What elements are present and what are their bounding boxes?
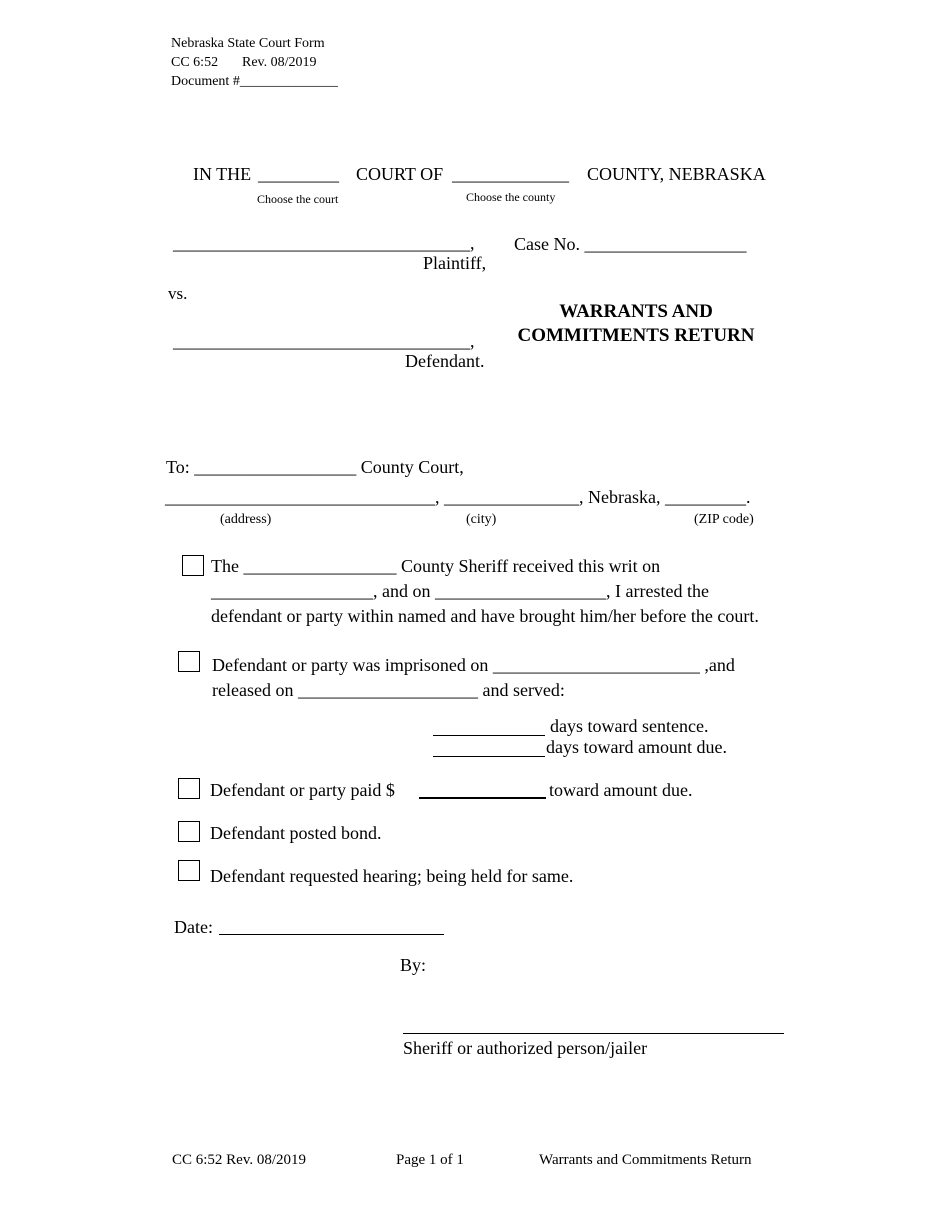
date-label: Date: xyxy=(174,917,213,937)
form-number: CC 6:52 xyxy=(171,55,219,70)
imprisoned-text-line2: released on ____________________ and served: xyxy=(212,680,565,700)
bond-checkbox[interactable] xyxy=(178,821,200,842)
arrested-checkbox[interactable] xyxy=(182,555,204,576)
arrested-text-line2: __________________, and on ___________________, I arrested the xyxy=(211,581,709,601)
hearing-checkbox[interactable] xyxy=(178,860,200,881)
document-title-line1: WARRANTS AND xyxy=(559,301,713,322)
days-amount-field[interactable] xyxy=(433,736,545,757)
hearing-text: Defendant requested hearing; being held for same. xyxy=(210,866,574,886)
city-label: (city) xyxy=(466,512,497,527)
court-select[interactable]: _________ xyxy=(258,164,339,184)
bond-text: Defendant posted bond. xyxy=(210,823,382,843)
caption-in-the: IN THE xyxy=(193,164,252,184)
defendant-field[interactable]: _________________________________, xyxy=(173,331,475,351)
days-sentence-field[interactable] xyxy=(433,715,545,736)
imprisoned-checkbox[interactable] xyxy=(178,651,200,672)
paid-checkbox[interactable] xyxy=(178,778,200,799)
arrested-text-line1: The _________________ County Sheriff received this writ on xyxy=(211,556,661,576)
paid-prefix-text: Defendant or party paid $ xyxy=(210,780,395,800)
imprisoned-text-line1: Defendant or party was imprisoned on _______________________ ,and xyxy=(212,655,735,675)
caption-court-of: COURT OF xyxy=(356,164,444,184)
form-revision: Rev. 08/2019 xyxy=(242,55,317,70)
address-line-field[interactable]: ______________________________, _______________, Nebraska, _________. xyxy=(165,487,751,507)
sheriff-label: Sheriff or authorized person/jailer xyxy=(403,1038,648,1058)
zip-label: (ZIP code) xyxy=(694,512,754,527)
versus-label: vs. xyxy=(168,284,188,303)
days-amount-label: days toward amount due. xyxy=(546,737,727,757)
footer-form-number: CC 6:52 Rev. 08/2019 xyxy=(172,1152,307,1168)
document-title-line2: COMMITMENTS RETURN xyxy=(517,325,755,346)
choose-county-hint: Choose the county xyxy=(466,190,556,204)
paid-amount-field[interactable] xyxy=(419,777,546,799)
footer-page-number: Page 1 of 1 xyxy=(396,1152,464,1168)
form-state-label: Nebraska State Court Form xyxy=(171,36,325,51)
case-number-field[interactable]: Case No. __________________ xyxy=(514,234,747,254)
defendant-label: Defendant. xyxy=(405,351,485,371)
plaintiff-field[interactable]: _________________________________, xyxy=(173,233,475,253)
arrested-text-line3: defendant or party within named and have brought him/her before the court. xyxy=(211,606,759,626)
address-label: (address) xyxy=(220,512,272,527)
caption-county-nebraska: COUNTY, NEBRASKA xyxy=(587,164,766,184)
date-field[interactable] xyxy=(219,914,444,935)
paid-suffix-text: toward amount due. xyxy=(549,780,693,800)
days-sentence-label: days toward sentence. xyxy=(550,716,709,736)
footer-title: Warrants and Commitments Return xyxy=(539,1152,752,1168)
document-number: Document #______________ xyxy=(171,74,338,89)
by-label: By: xyxy=(400,955,427,975)
choose-court-hint: Choose the court xyxy=(257,192,339,206)
county-select[interactable]: _____________ xyxy=(452,164,569,184)
plaintiff-label: Plaintiff, xyxy=(423,253,487,273)
signature-field[interactable] xyxy=(403,1013,784,1034)
to-county-court-field[interactable]: To: __________________ County Court, xyxy=(166,457,464,477)
